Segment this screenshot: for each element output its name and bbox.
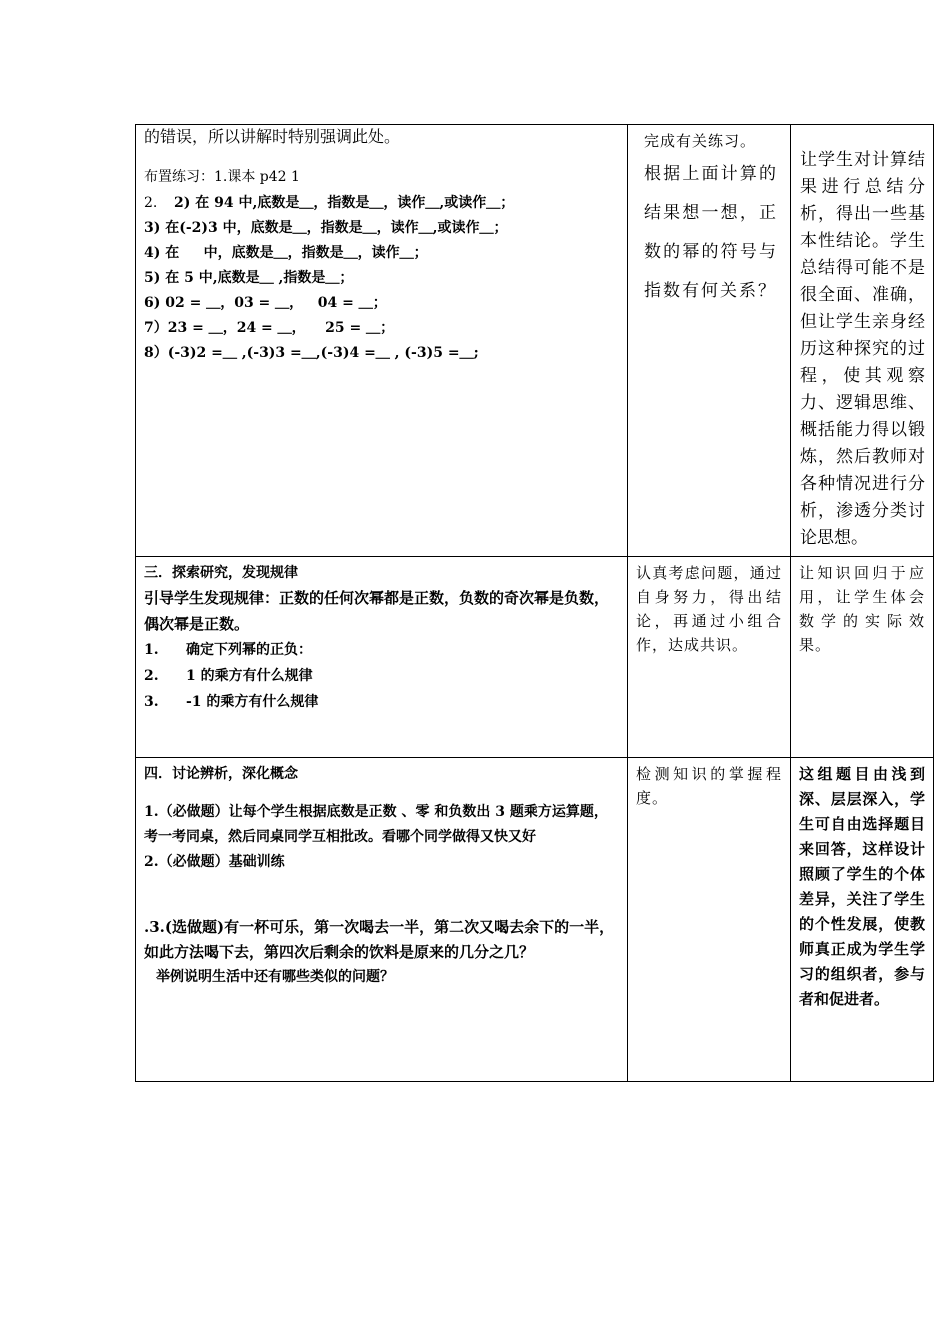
list-item: [144, 689, 619, 715]
list-text: -1 的乘方有什么规律: [186, 694, 319, 710]
student-activity-text: 完成有关练习。: [644, 132, 757, 150]
exercise-number: 2.: [144, 195, 158, 211]
activity-cell: [136, 758, 628, 1082]
student-activity-cell: [628, 758, 791, 1082]
list-text: 1 的乘方有什么规律: [186, 668, 313, 684]
exercise-item: 8）(-3)2 =＿ ,(-3)3 =＿,(-3)4 =＿ , (-3)5 =＿;: [144, 345, 479, 361]
list-number: 3.: [144, 694, 159, 710]
design-intent-text: 让学生对计算结果进行总结分析，得出一些基本性结论。学生总结得可能不是很全面、准确，但让学生亲身经历这种探究的过程，使其观察力、逻辑思维、概括能力得以锻炼，然后教师对各种情况进行分析，渗透分类讨论思想。: [800, 150, 925, 548]
student-activity-cell: [628, 557, 791, 758]
exercise-item: 1.（必做题）让每个学生根据底数是正数 、零 和负数出 3 题乘方运算题，考一考同桌，然后同桌同学互相批改。看哪个同学做得又快又好: [144, 804, 608, 845]
exercise-item: 2.（必做题）基础训练: [144, 854, 285, 870]
list-item: [144, 663, 619, 689]
list-number: 1.: [144, 642, 159, 658]
design-intent-cell: [791, 557, 934, 758]
lesson-plan-table: [135, 124, 934, 1082]
activity-cell: [136, 557, 628, 758]
student-activity-text: 认真考虑问题，通过自身努力，得出结论，再通过小组合作，达成共识。: [636, 564, 782, 654]
list-number: 2.: [144, 668, 159, 684]
activity-cell: [136, 125, 628, 557]
list-item: [144, 637, 619, 663]
exercise-item: 举例说明生活中还有哪些类似的问题？: [156, 969, 394, 985]
exercise-item: .3.(选做题)有一杯可乐，第一次喝去一半，第二次又喝去余下的一半，如此方法喝下去，第四次后剩余的饮料是原来的几分之几？: [144, 918, 615, 961]
design-intent-cell: [791, 125, 934, 557]
exercise-item: [144, 191, 619, 216]
table-row: [136, 557, 934, 758]
rule-text: 引导学生发现规律：正数的任何次幂都是正数，负数的奇次幂是负数，偶次幂是正数。: [144, 589, 610, 633]
table-row: [136, 125, 934, 557]
exercise-item: 3) 在(-2)3 中，底数是＿，指数是＿，读作＿,或读作＿；: [144, 220, 508, 236]
exercise-item: 6) 02 = ＿，03 = ＿， 04 = ＿；: [144, 295, 387, 311]
exercise-text: 2) 在 94 中,底数是＿，指数是＿，读作＿,或读作＿；: [174, 195, 515, 211]
student-activity-text: 根据上面计算的结果想一想，正数的幂的符号与指数有何关系？: [644, 164, 778, 301]
student-activity-text: 检测知识的掌握程度。: [636, 765, 782, 807]
design-intent-cell: [791, 758, 934, 1082]
intro-text: 的错误，所以讲解时特别强调此处。: [144, 127, 401, 146]
exercise-item: 7）23 = ＿，24 = ＿， 25 = ＿；: [144, 320, 395, 336]
table-row: [136, 758, 934, 1082]
exercise-item: 5) 在 5 中,底数是＿ ,指数是＿；: [144, 270, 354, 286]
exercise-item: 4) 在 中，底数是＿，指数是＿，读作＿；: [144, 245, 428, 261]
section-title: 三．探索研究，发现规律: [144, 565, 298, 581]
design-intent-text: 这组题目由浅到深、层层深入，学生可自由选择题目来回答，这样设计照顾了学生的个体差异，关注了学生的个性发展，使教师真正成为学生学习的组织者，参与者和促进者。: [799, 765, 925, 1008]
section-title: 四．讨论辨析，深化概念: [144, 766, 298, 782]
list-text: 确定下列幂的正负：: [186, 642, 312, 658]
student-activity-cell: [628, 125, 791, 557]
assignment-text: 布置练习：1.课本 p42 1: [144, 169, 300, 185]
design-intent-text: 让知识回归于应用，让学生体会数学的实际效果。: [799, 564, 925, 654]
